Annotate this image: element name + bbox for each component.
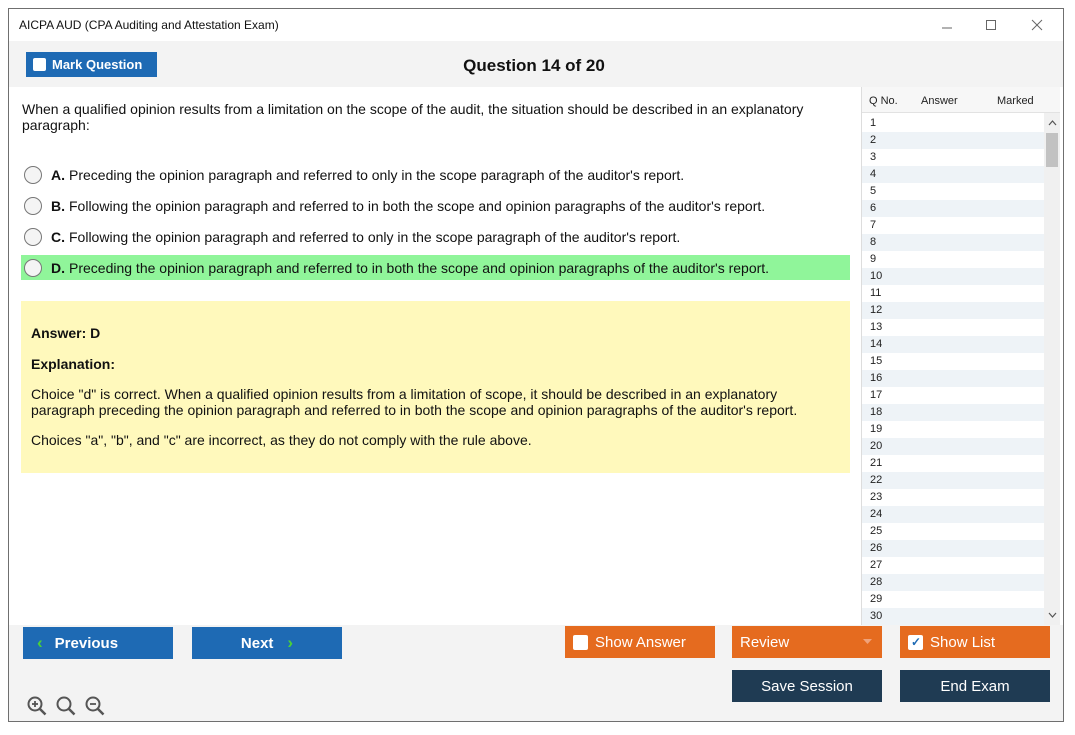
question-list-header [862, 87, 1060, 113]
question-list-row[interactable]: 19 [870, 423, 883, 435]
next-button[interactable] [192, 627, 342, 659]
question-list-row[interactable]: 26 [862, 540, 1044, 557]
end-exam-button[interactable] [900, 670, 1050, 702]
question-list-row[interactable]: 25 [870, 525, 883, 537]
question-list-row[interactable]: 14 [862, 336, 1044, 353]
question-list-row[interactable]: 17 [870, 389, 883, 401]
zoom-reset-icon[interactable] [55, 695, 77, 717]
answer-explanation-box [21, 301, 850, 473]
option-a[interactable] [21, 162, 850, 187]
question-list-row[interactable]: 13 [870, 321, 883, 333]
chevron-left-icon: ‹ [37, 633, 43, 652]
question-list-row[interactable]: 21 [870, 457, 883, 469]
question-list-row[interactable]: 6 [862, 200, 1044, 217]
explanation-heading: Explanation: [31, 356, 116, 372]
option-c-radio[interactable] [24, 228, 42, 246]
question-list-row[interactable]: 23 [870, 491, 883, 503]
show-list-label: Show List [930, 633, 996, 651]
question-list-row[interactable]: 24 [862, 506, 1044, 523]
scroll-down-button[interactable] [1044, 607, 1060, 623]
question-list [862, 115, 1044, 625]
explanation-paragraph-2: Choices "a", "b", and "c" are incorrect, as they do not comply with the rule above. [31, 432, 532, 448]
question-list-row[interactable]: 2 [862, 132, 1044, 149]
question-list-row[interactable]: 7 [870, 219, 877, 231]
close-icon [1031, 19, 1043, 31]
chevron-up-icon [1048, 120, 1057, 126]
question-list-row[interactable]: 3 [870, 151, 877, 163]
scroll-thumb[interactable] [1046, 133, 1058, 167]
question-list-row[interactable]: 9 [870, 253, 877, 265]
zoom-in-icon[interactable] [26, 695, 48, 717]
option-d-radio[interactable] [24, 259, 42, 277]
option-b[interactable] [21, 193, 850, 218]
scroll-up-button[interactable] [1044, 115, 1060, 131]
column-answer[interactable]: Answer [921, 95, 958, 107]
option-b-text: Following the opinion paragraph and referred to in both the scope and opinion paragraphs of the auditor's report. [69, 197, 766, 214]
question-list-scrollbar[interactable] [1044, 113, 1060, 625]
question-list-row[interactable]: 4 [862, 166, 1044, 183]
maximize-button[interactable] [971, 13, 1011, 37]
chevron-right-icon: › [287, 633, 294, 652]
question-list-row[interactable]: 15 [870, 355, 883, 367]
option-a-text: Preceding the opinion paragraph and referred to only in the scope paragraph of the auditor's report. [69, 166, 685, 183]
window-title: AICPA AUD (CPA Auditing and Attestation Exam) [19, 18, 279, 32]
column-marked[interactable]: Marked [997, 95, 1034, 107]
show-list-button[interactable] [900, 626, 1050, 658]
question-list-row[interactable]: 10 [862, 268, 1044, 285]
show-answer-label: Show Answer [595, 633, 686, 651]
show-list-checkbox[interactable] [908, 635, 923, 650]
minimize-button[interactable] [927, 13, 967, 37]
question-list-row[interactable]: 27 [870, 559, 883, 571]
previous-button[interactable] [23, 627, 173, 659]
option-c[interactable] [21, 224, 850, 249]
answer-label: Answer: D [31, 325, 101, 341]
title-bar [9, 9, 1063, 41]
column-qno[interactable]: Q No. [869, 95, 898, 107]
option-c-letter: C. [51, 228, 65, 245]
question-text: When a qualified opinion results from a limitation on the scope of the audit, the situation should be described in an explanatory paragraph: [22, 101, 804, 133]
option-d-letter: D. [51, 259, 65, 276]
review-dropdown[interactable] [732, 626, 882, 658]
app-window [8, 8, 1064, 722]
end-exam-label: End Exam [940, 677, 1010, 695]
previous-label: Previous [54, 634, 119, 652]
question-list-row[interactable]: 20 [862, 438, 1044, 455]
maximize-icon [985, 19, 997, 31]
mark-question-label: Mark Question [52, 57, 143, 72]
question-list-row[interactable]: 1 [870, 117, 877, 129]
option-a-radio[interactable] [24, 166, 42, 184]
show-answer-button[interactable] [565, 626, 715, 658]
chevron-down-icon [1048, 612, 1057, 618]
next-label: Next [240, 634, 274, 652]
question-list-row[interactable]: 16 [862, 370, 1044, 387]
question-list-row[interactable]: 8 [862, 234, 1044, 251]
question-list-row[interactable]: 12 [862, 302, 1044, 319]
dropdown-arrow-icon [863, 639, 872, 645]
question-list-row[interactable]: 22 [862, 472, 1044, 489]
option-b-radio[interactable] [24, 197, 42, 215]
question-panel [9, 87, 861, 625]
option-d[interactable] [21, 255, 850, 280]
zoom-out-icon[interactable] [84, 695, 106, 717]
option-d-text: Preceding the opinion paragraph and referred to in both the scope and opinion paragraphs of the auditor's report. [69, 259, 770, 276]
question-header [9, 41, 1063, 87]
option-c-text: Following the opinion paragraph and referred to only in the scope paragraph of the auditor's report. [69, 228, 681, 245]
minimize-icon [941, 19, 953, 31]
review-label: Review [740, 633, 790, 651]
question-list-panel [861, 87, 1059, 625]
navigation-bar [9, 625, 1063, 722]
question-counter: Question 14 of 20 [463, 56, 605, 75]
save-session-button[interactable] [732, 670, 882, 702]
close-button[interactable] [1017, 13, 1057, 37]
question-list-row[interactable]: 29 [870, 593, 883, 605]
question-list-row[interactable]: 30 [862, 608, 1044, 625]
option-b-letter: B. [51, 197, 65, 214]
question-list-row[interactable]: 11 [870, 287, 882, 299]
checkmark-icon: ✓ [911, 634, 922, 649]
save-session-label: Save Session [761, 677, 853, 695]
option-a-letter: A. [51, 166, 65, 183]
question-list-row[interactable]: 5 [870, 185, 877, 197]
question-list-row[interactable]: 28 [862, 574, 1044, 591]
question-list-row[interactable]: 18 [862, 404, 1044, 421]
show-answer-checkbox[interactable] [573, 635, 588, 650]
explanation-paragraph-1: Choice "d" is correct. When a qualified opinion results from a limitation of scope, it should be described in an explanatory paragraph preceding the opinion paragraph and referred to in both the scope and opinion paragraphs of the auditor's report. [31, 386, 798, 418]
